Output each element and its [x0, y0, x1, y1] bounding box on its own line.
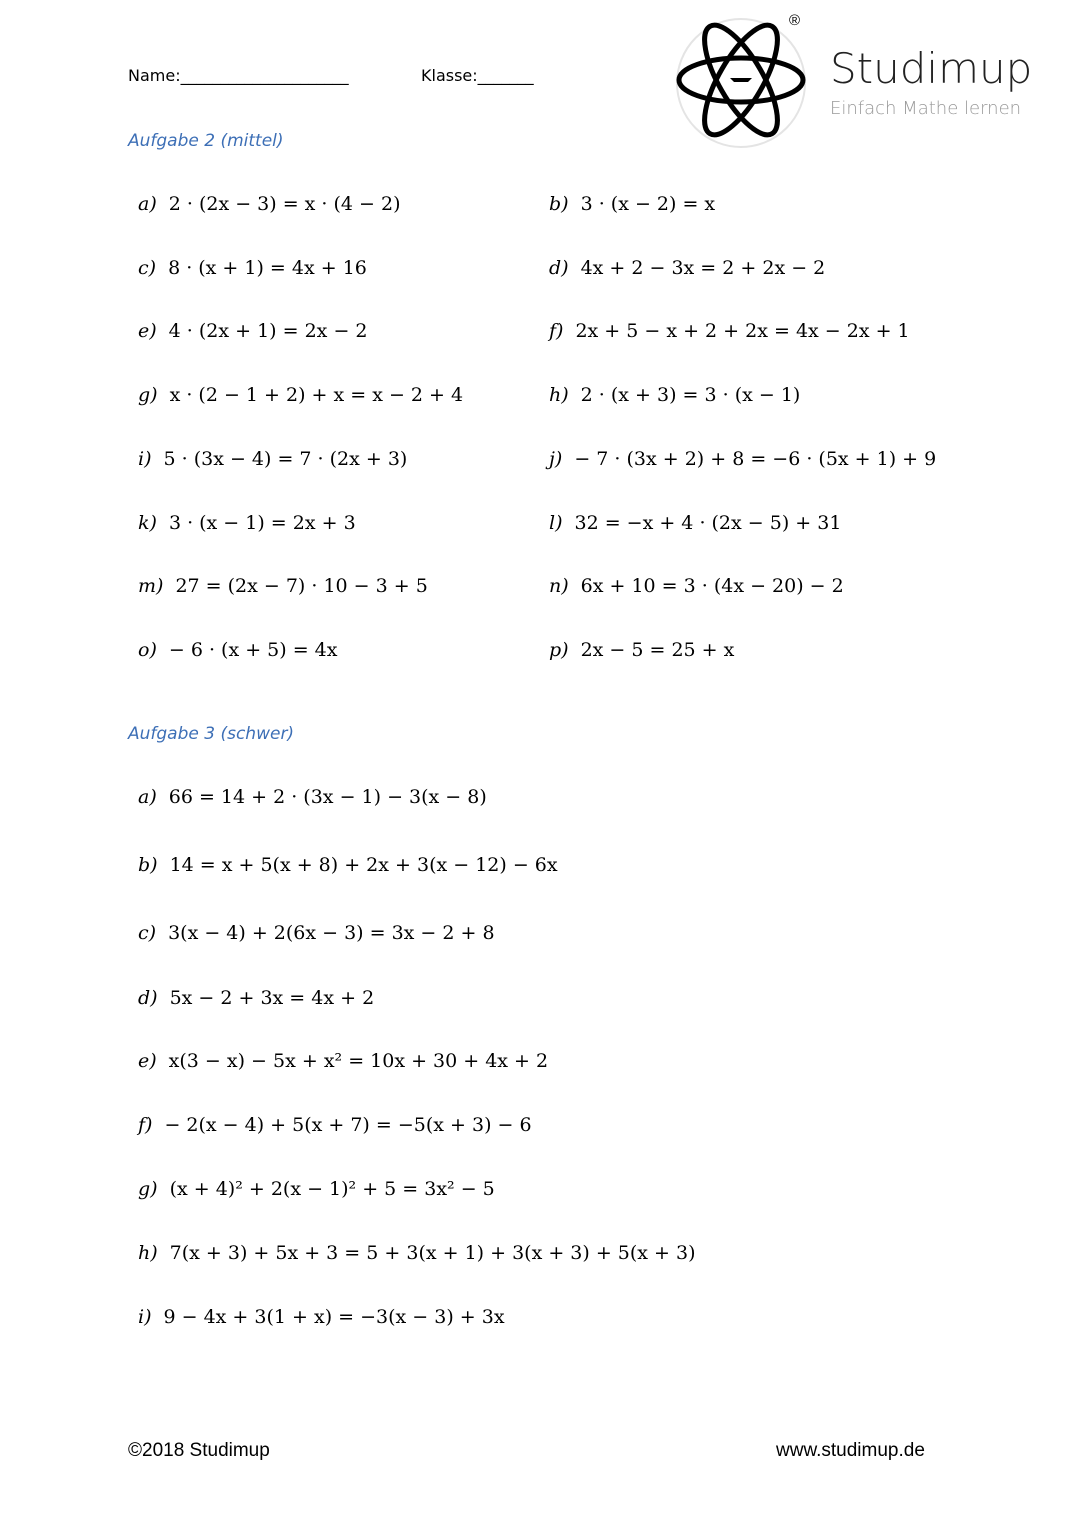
equation-item [138, 922, 495, 944]
equation-label: o) [138, 638, 157, 661]
equation-label: n) [549, 575, 569, 598]
website-link[interactable]: www.studimup.de [776, 1440, 925, 1461]
equation-item [549, 193, 715, 215]
equation-item [549, 448, 936, 470]
equation-label: b) [138, 854, 158, 876]
equation-text: 5x − 2 + 3x = 4x + 2 [169, 987, 375, 1009]
name-field [128, 66, 349, 85]
equation-label: f) [549, 320, 564, 343]
name-blank: _____________________ [180, 66, 349, 85]
equation-text: 3 · (x − 1) = 2x + 3 [168, 511, 356, 534]
equation-item [138, 448, 407, 470]
equation-item [549, 575, 844, 597]
equation-item [138, 384, 463, 406]
equation-text: 4x + 2 − 3x = 2 + 2x − 2 [580, 256, 826, 279]
class-blank: _______ [477, 66, 534, 85]
equation-text: 14 = x + 5(x + 8) + 2x + 3(x − 12) − 6x [169, 854, 558, 876]
equation-text: 9 − 4x + 3(1 + x) = −3(x − 3) + 3x [163, 1306, 505, 1328]
equation-text: 6x + 10 = 3 · (4x − 20) − 2 [580, 575, 844, 598]
equation-label: h) [138, 1242, 158, 1264]
equation-label: i) [138, 447, 152, 470]
equation-item [138, 639, 337, 661]
equation-item [549, 639, 734, 661]
equation-item [549, 257, 825, 279]
equation-label: i) [138, 1306, 152, 1328]
equation-label: a) [138, 786, 157, 808]
equation-text: 32 = −x + 4 · (2x − 5) + 31 [574, 511, 842, 534]
equation-text: 2x − 5 = 25 + x [580, 638, 735, 661]
equation-text: 2 · (2x − 3) = x · (4 − 2) [168, 193, 401, 215]
class-field [421, 66, 534, 85]
equation-label: l) [549, 511, 563, 534]
equation-label: h) [549, 384, 569, 407]
class-label: Klasse: [421, 66, 478, 85]
equation-item [138, 786, 487, 808]
equation-label: b) [549, 193, 569, 215]
equation-label: g) [138, 1178, 158, 1200]
equation-label: g) [138, 384, 158, 407]
equation-text: 66 = 14 + 2 · (3x − 1) − 3(x − 8) [168, 786, 487, 808]
equation-item [138, 1178, 495, 1200]
equation-label: d) [138, 987, 158, 1009]
equation-label: a) [138, 193, 157, 215]
equation-item [138, 257, 367, 279]
studimup-atom-logo-icon [674, 16, 808, 150]
equation-item [549, 320, 910, 342]
equation-item [138, 575, 428, 597]
equation-item [138, 854, 558, 876]
equation-text: 3 · (x − 2) = x [580, 193, 716, 215]
equation-label: p) [549, 638, 569, 661]
equation-item [138, 987, 374, 1009]
equation-item [138, 1050, 548, 1072]
equation-text: 8 · (x + 1) = 4x + 16 [168, 256, 367, 279]
equation-text: 2 · (x + 3) = 3 · (x − 1) [580, 384, 801, 407]
equation-text: (x + 4)² + 2(x − 1)² + 5 = 3x² − 5 [169, 1178, 495, 1200]
equation-label: c) [138, 256, 157, 279]
registered-mark: ® [789, 12, 801, 29]
brand-tagline: Einfach Mathe lernen [830, 98, 1022, 119]
equation-label: k) [138, 511, 157, 534]
equation-text: 5 · (3x − 4) = 7 · (2x + 3) [163, 447, 408, 470]
equation-text: x(3 − x) − 5x + x² = 10x + 30 + 4x + 2 [168, 1050, 549, 1072]
equation-item [138, 193, 401, 215]
equation-label: m) [138, 575, 164, 598]
equation-label: e) [138, 1050, 157, 1072]
task2-title: Aufgabe 2 (mittel) [128, 131, 284, 151]
name-label: Name: [128, 66, 181, 85]
equation-text: 4 · (2x + 1) = 2x − 2 [168, 320, 368, 343]
equation-label: j) [549, 447, 563, 470]
equation-text: − 7 · (3x + 2) + 8 = −6 · (5x + 1) + 9 [574, 447, 937, 470]
task3-title: Aufgabe 3 (schwer) [128, 724, 295, 744]
equation-item [138, 1306, 505, 1328]
brand-name: Studimup [830, 44, 1033, 93]
equation-item [138, 1114, 532, 1136]
equation-label: d) [549, 256, 569, 279]
equation-text: 2x + 5 − x + 2 + 2x = 4x − 2x + 1 [575, 320, 910, 343]
equation-text: 3(x − 4) + 2(6x − 3) = 3x − 2 + 8 [168, 922, 495, 944]
equation-label: e) [138, 320, 157, 343]
copyright: ©2018 Studimup [128, 1440, 270, 1461]
equation-text: − 6 · (x + 5) = 4x [168, 638, 338, 661]
equation-label: f) [138, 1114, 153, 1136]
equation-text: 27 = (2x − 7) · 10 − 3 + 5 [175, 575, 428, 598]
equation-item [138, 320, 368, 342]
equation-label: c) [138, 922, 157, 944]
equation-item [549, 512, 841, 534]
equation-item [549, 384, 800, 406]
equation-text: − 2(x − 4) + 5(x + 7) = −5(x + 3) − 6 [164, 1114, 532, 1136]
equation-item [138, 1242, 696, 1264]
equation-text: x · (2 − 1 + 2) + x = x − 2 + 4 [169, 384, 464, 407]
equation-text: 7(x + 3) + 5x + 3 = 5 + 3(x + 1) + 3(x + 3) + 5(x + 3) [169, 1242, 696, 1264]
equation-item [138, 512, 356, 534]
